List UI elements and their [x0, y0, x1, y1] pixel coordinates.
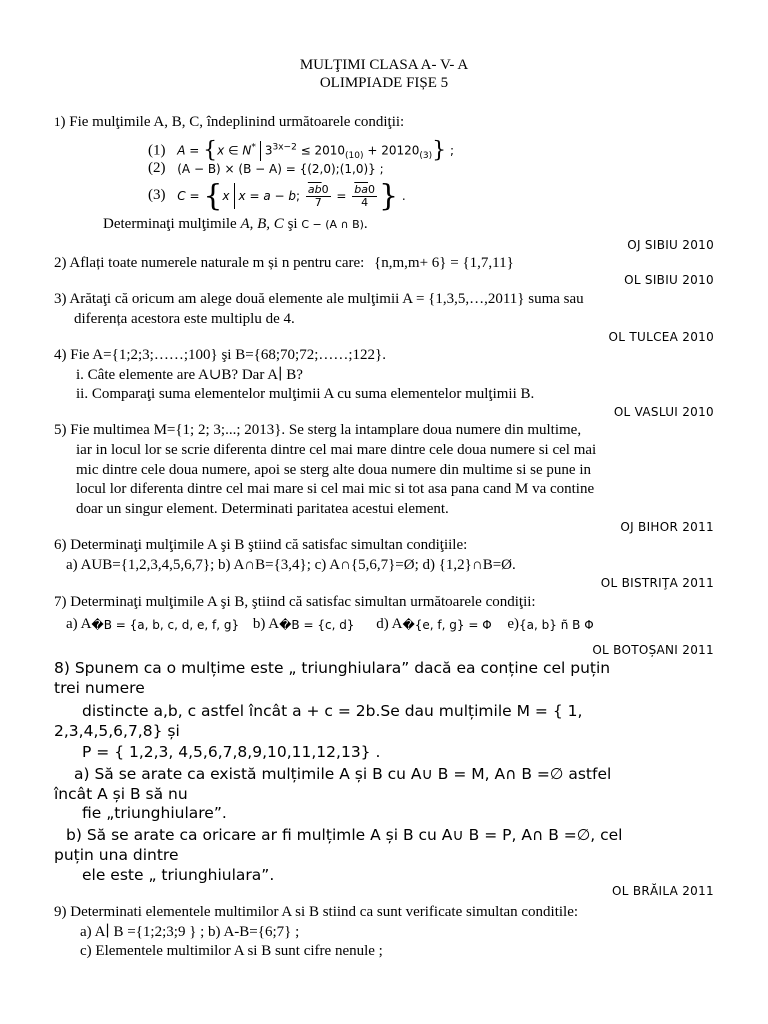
- problem-2-set: {n,m,m+ 6} = {1,7,11}: [374, 255, 514, 271]
- problem-7-d-label: d) A: [376, 616, 403, 632]
- condition-1-math: A = {x ∈ N* $3^{3x-2} \le 2010_{(10)} + 20120_{(3)}$} ;: [177, 138, 454, 163]
- condition-2-label: (2): [148, 160, 166, 176]
- problem-5-line-5: doar un singur element. Determinati paritatea acestui element.: [76, 501, 449, 517]
- problem-1-task: [103, 215, 368, 234]
- source-problem-4: OL VASLUI 2010: [613, 405, 714, 419]
- problem-1-task-text: Determinaţi mulţimile: [103, 216, 241, 232]
- problem-8-line-4: 2,3,4,5,6,7,8} și: [54, 722, 180, 740]
- problem-8-line-9: b) Să se arate ca oricare ar fi mulțimle A și B cu A∪ B = P, A∩ B =∅, cel: [66, 826, 623, 844]
- problem-2-text: 2) Aflați toate numerele naturale m și n pentru care:: [54, 255, 365, 271]
- problem-7-d-math: �{e, f, g} = Φ: [402, 617, 492, 632]
- condition-3-label: (3): [148, 187, 166, 203]
- problem-9-line-1: [54, 903, 578, 921]
- source-problem-1: OJ SIBIU 2010: [627, 238, 714, 252]
- problem-7-b-label: b) A: [252, 616, 280, 632]
- problem-2-statement: [54, 254, 514, 272]
- problem-5-line-4: locul lor diferenta dintre cel mai mare si cel mai mic si tot asa pana cand M va contine: [76, 481, 595, 497]
- problem-7-a-math: �B = {a, b, c, d, e, f, g}: [91, 617, 240, 632]
- problem-8-line-5: P = { 1,2,3, 4,5,6,7,8,9,10,11,12,13} .: [82, 743, 381, 761]
- problem-9-line-2: a) A∣ B ={1;2;3;9 } ; b) A-B={6;7} ;: [80, 924, 300, 940]
- title-line-1: MULŢIMI CLASA A- V- A: [299, 57, 469, 73]
- problem-9-line-3: c) Elementele multimilor A si B sunt cifre nenule ;: [80, 943, 383, 959]
- problem-8-line-11: ele este „ triunghiulara”.: [82, 866, 275, 884]
- problem-1-task-and: şi: [283, 216, 302, 232]
- problem-8-line-10: puțin una dintre: [54, 846, 179, 864]
- source-problem-3: OL TULCEA 2010: [608, 330, 714, 344]
- problem-1-text: ) Fie mulţimile A, B, C, îndeplinind următoarele condiţii:: [60, 114, 405, 130]
- problem-7-line-1: 7) Determinaţi mulţimile A şi B, ştiind că satisfac simultan următoarele condiţii:: [54, 594, 536, 610]
- problem-5-line-3: mic dintre cele doua numere, apoi se sterg alte doua numere din multime si se pune in: [76, 462, 591, 478]
- problem-7-a-label: a) A: [66, 616, 92, 632]
- problem-9-line-1-text: 9) Determinati elementele multimilor A si B stiind ca sunt verificate simultan conditile:: [54, 904, 579, 920]
- condition-2: [148, 159, 384, 178]
- problem-4-line-3: ii. Comparaţi suma elementelor mulţimii A cu suma elementelor mulţimii B.: [76, 386, 535, 402]
- condition-3-math: C = {x x = a − b; $\frac{\overline{ab}0}{7}$ = $\frac{\overline{ba}0}{4}$ } .: [177, 178, 406, 214]
- condition-3: [148, 178, 406, 212]
- problem-8-line-8: fie „triunghiulare”.: [82, 804, 227, 822]
- problem-1-task-math: C − (A ∩ B): [301, 217, 364, 231]
- problem-4-line-2: i. Câte elemente are A∪B? Dar A∣ B?: [76, 367, 303, 383]
- problem-3-line-2: diferența acestora este multiplu de 4.: [74, 311, 295, 327]
- problem-8-line-7: încât A și B să nu: [54, 785, 188, 803]
- problem-1-task-end: .: [363, 216, 368, 232]
- source-problem-8: OL BRĂILA 2011: [612, 884, 714, 898]
- source-problem-2: OL SIBIU 2010: [624, 273, 714, 287]
- problem-8-line-1: 8) Spunem ca o mulțime este „ triunghiulara” dacă ea conține cel puțin: [54, 659, 611, 677]
- title-line-2: OLIMPIADE FIȘE 5: [319, 75, 449, 91]
- problem-4-line-1: 4) Fie A={1;2;3;……;100} şi B={68;70;72;……;122}.: [54, 347, 386, 363]
- problem-1-number: 1: [54, 114, 61, 129]
- problem-6-line-1: 6) Determinaţi mulţimile A şi B ştiind că satisfac simultan condiţiile:: [54, 537, 468, 553]
- problem-7-e-label: e): [507, 616, 520, 632]
- source-problem-5: OJ BIHOR 2011: [620, 520, 714, 534]
- problem-1-task-vars: A, B, C: [240, 216, 284, 232]
- problem-7-b-math: �B = {c, d}: [279, 617, 355, 632]
- condition-2-math: (A − B) × (B − A) = {(2,0);(1,0)} ;: [177, 161, 384, 176]
- problem-7-conditions: [66, 615, 594, 634]
- problem-6-line-2: a) AUB={1,2,3,4,5,6,7}; b) A∩B={3,4}; c) A∩{5,6,7}=Ø; d) {1,2}∩B=Ø.: [66, 557, 516, 573]
- source-problem-7: OL BOTOȘANI 2011: [592, 643, 714, 657]
- condition-1-label: (1): [148, 142, 166, 159]
- problem-7-e-math: {a, b} ñ B Φ: [519, 617, 594, 632]
- problem-5-line-1: 5) Fie multimea M={1; 2; 3;...; 2013}. Se sterg la intamplare doua numere din multime,: [54, 422, 582, 438]
- problem-8-line-6: a) Să se arate ca există mulțimile A și B cu A∪ B = M, A∩ B =∅ astfel: [74, 765, 612, 783]
- problem-3-line-1: 3) Arătaţi că oricum am alege două elemente ale mulţimii A = {1,3,5,…,2011} suma sau: [54, 291, 584, 307]
- problem-1-statement: [54, 113, 404, 131]
- problem-5-line-2: iar in locul lor se scrie diferenta dintre cel mai mare dintre cele doua numere si cel mai: [76, 442, 597, 458]
- problem-8-line-3: distincte a,b, c astfel încât a + c = 2b.Se dau mulțimile M = { 1,: [82, 702, 583, 720]
- source-problem-6: OL BISTRIŢA 2011: [600, 576, 714, 590]
- problem-8-line-2: trei numere: [54, 679, 145, 697]
